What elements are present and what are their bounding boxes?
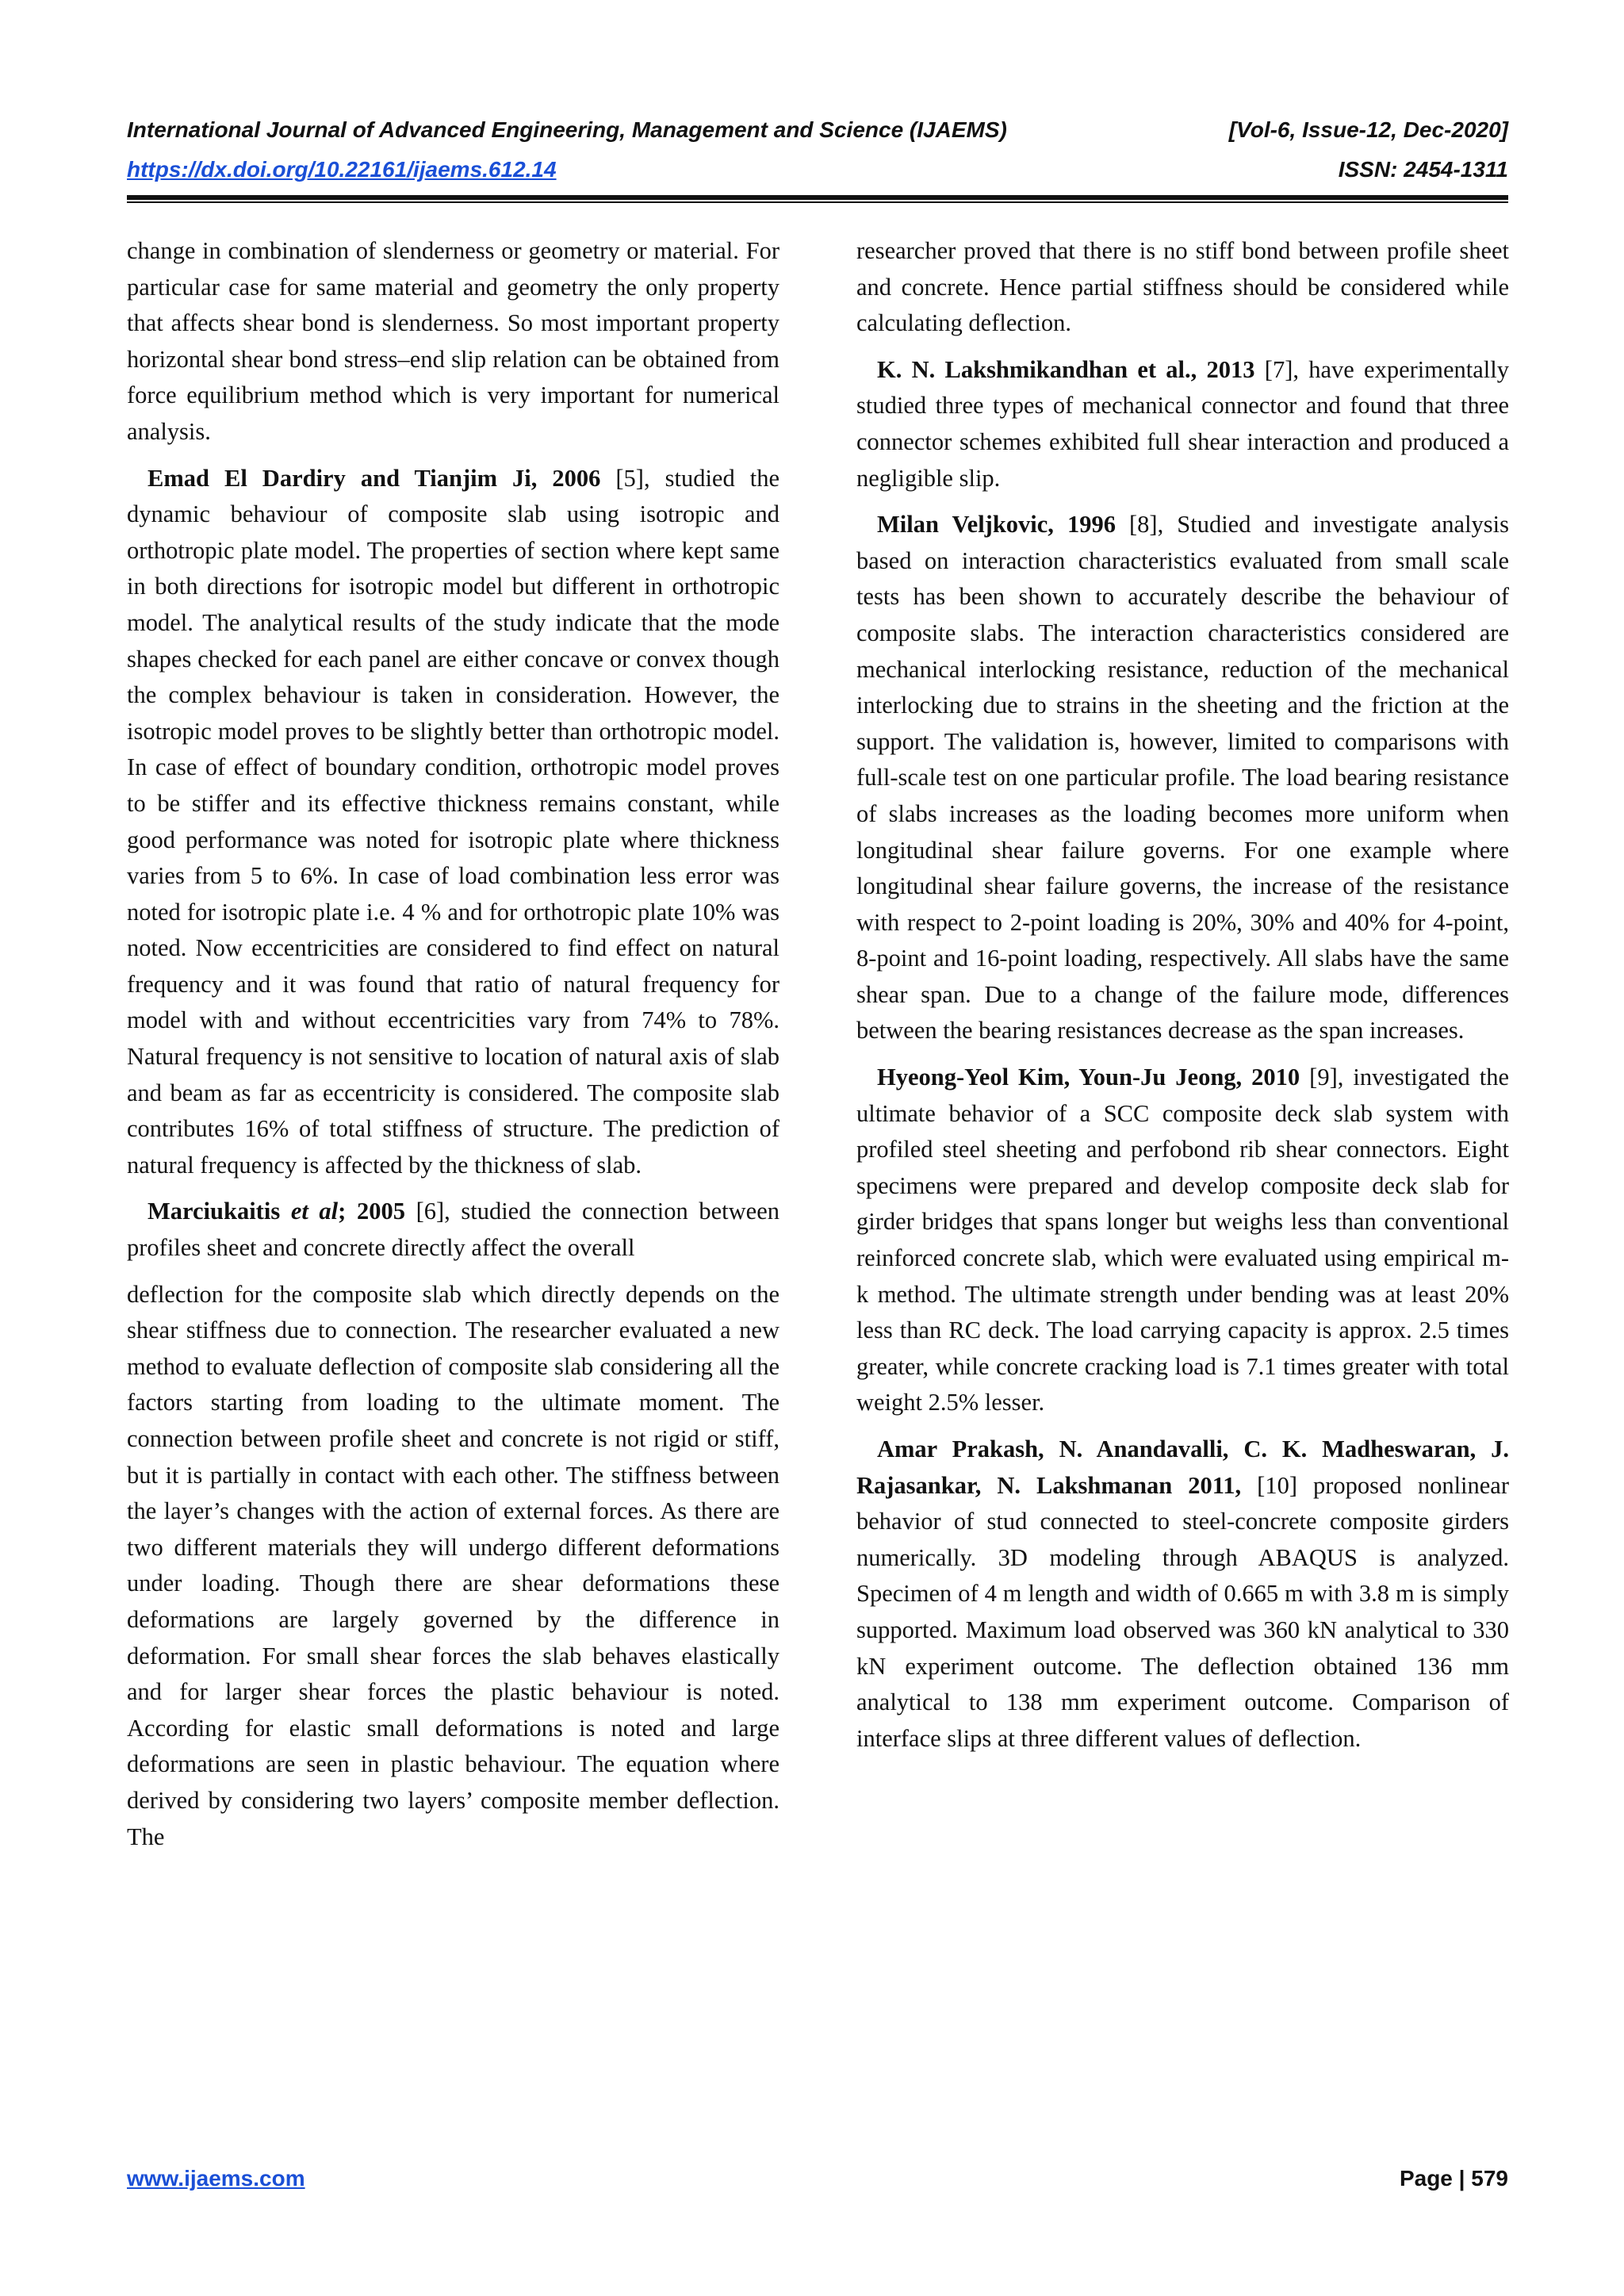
volume-info: [Vol-6, Issue-12, Dec-2020] (1228, 117, 1508, 142)
paragraph: Amar Prakash, N. Anandavalli, C. K. Madheswaran, J. Rajasankar, N. Lakshmanan 2011, [10] proposed nonlinear behavior of stud connected to steel-concrete composite girders numerically. 3D modeling through ABAQUS is analyzed. Specimen of 4 m length and width of 0.665 m with 3.8 m is simply supported. Maximum load observed was 360 kN analytical to 330 kN experiment outcome. The deflection obtained 136 mm analytical to 138 mm experiment outcome. Comparison of interface slips at three different values of deflection. (856, 1435, 1509, 1752)
header-rule (127, 195, 1508, 200)
author-ref: Emad El Dardiry and Tianjim Ji, 2006 (147, 464, 601, 492)
author-ref: K. N. Lakshmikandhan et al., 2013 (877, 355, 1255, 383)
paragraph: Hyeong-Yeol Kim, Youn-Ju Jeong, 2010 [9], investigated the ultimate behavior of a SCC composite deck slab system with profiled steel sheeting and perfobond rib shear connectors. Eight specimens were prepared and develop composite deck slab for girder bridges that spans longer but weighs less than conventional reinforced concrete slab, which were evaluated using empirical m-k method. The ultimate strength under bending was at least 20% less than RC deck. The load carrying capacity is approx. 2.5 times greater, while concrete cracking load is 7.1 times greater with total weight 2.5% lesser. (856, 1064, 1510, 1416)
paragraph: researcher proved that there is no stiff bond between profile sheet and concrete. Hence partial stiffness should be considered while calculating deflection. (856, 237, 1509, 337)
author-ref: Hyeong-Yeol Kim, Youn-Ju Jeong, 2010 (877, 1064, 1300, 1091)
doi-link[interactable]: https://dx.doi.org/10.22161/ijaems.612.14 (127, 157, 557, 182)
page-number: Page | 579 (1399, 2166, 1508, 2191)
paragraph: Marciukaitis et al; 2005 [6], studied the connection between profiles sheet and concrete directly affect the overall (127, 1198, 779, 1262)
author-ref: Marciukaitis (147, 1198, 281, 1225)
paragraph: change in combination of slenderness or geometry or material. For particular case for same material and geometry the only property that affects shear bond is slenderness. So most important property horizontal shear bond stress–end slip relation can be obtained from force equilibrium method which is very important for numerical analysis. (127, 237, 779, 445)
website-link[interactable]: www.ijaems.com (127, 2166, 305, 2191)
issn: ISSN: 2454-1311 (1338, 157, 1508, 182)
right-column (856, 233, 1509, 1757)
paragraph: Milan Veljkovic, 1996 [8], Studied and investigate analysis based on interaction characteristics evaluated from small scale tests has been shown to accurately describe the behaviour of composite slabs. The interaction characteristics considered are mechanical interlocking resistance, reduction of the mechanical interlocking due to strains in the sheeting and the friction at the support. The validation is, however, limited to comparisons with full-scale test on one particular profile. The load bearing resistance of slabs increases as the loading becomes more uniform when longitudinal shear failure governs. For one example where longitudinal shear failure governs, the increase of the resistance with respect to 2-point loading is 20%, 30% and 40% for 4-point, 8-point and 16-point loading, respectively. All slabs have the same shear span. Due to a change of the failure mode, differences between the bearing resistances decrease as the span increases. (856, 511, 1510, 1045)
left-column (127, 233, 779, 1855)
author-ref: Milan Veljkovic, 1996 (877, 511, 1116, 539)
author-ref: Amar Prakash, N. Anandavalli, C. K. Madheswaran, J. Rajasankar, N. Lakshmanan 2011, (856, 1435, 1509, 1499)
header-rule-thin (127, 201, 1508, 203)
journal-title: International Journal of Advanced Engineering, Management and Science (IJAEMS) (127, 117, 1007, 142)
paragraph: K. N. Lakshmikandhan et al., 2013 [7], have experimentally studied three types of mechanical connector and found that three connector schemes exhibited full shear interaction and produced a negligible slip. (856, 355, 1509, 492)
paragraph: Emad El Dardiry and Tianjim Ji, 2006 [5], studied the dynamic behaviour of composite slab using isotropic and orthotropic plate model. The properties of section where kept same in both directions for isotropic model but different in orthotropic model. The analytical results of the study indicate that the mode shapes checked for each panel are either concave or convex though the complex behaviour is taken in consideration. However, the isotropic model proves to be slightly better than orthotropic model. In case of effect of boundary condition, orthotropic model proves to be stiffer and its effective thickness remains constant, while good performance was noted for isotropic plate where thickness varies from 5 to 6%. In case of load combination less error was noted for isotropic plate i.e. 4 % and for orthotropic plate 10% was noted. Now eccentricities are considered to find effect on natural frequency and it was found that ratio of natural frequency for model with and without eccentricities vary from 74% to 78%. Natural frequency is not sensitive to location of natural axis of slab and beam as far as eccentricity is considered. The composite slab contributes 16% of total stiffness of structure. The prediction of natural frequency is affected by the thickness of slab. (127, 464, 779, 1179)
paragraph: deflection for the composite slab which directly depends on the shear stiffness due to connection. The researcher evaluated a new method to evaluate deflection of composite slab considering all the factors starting from loading to the ultimate moment. The connection between profile sheet and concrete is not rigid or stiff, but it is partially in contact with each other. The stiffness between the layer’s changes with the action of external forces. As there are two different materials they will undergo different deformations under loading. Though there are shear deformations these deformations are largely governed by the difference in deformation. For small shear forces the slab behaves elastically and for larger shear forces the plastic behaviour is noted. According for elastic small deformations is noted and large deformations are seen in plastic behaviour. The equation where derived by considering two layers’ composite member deflection. The (127, 1280, 779, 1850)
